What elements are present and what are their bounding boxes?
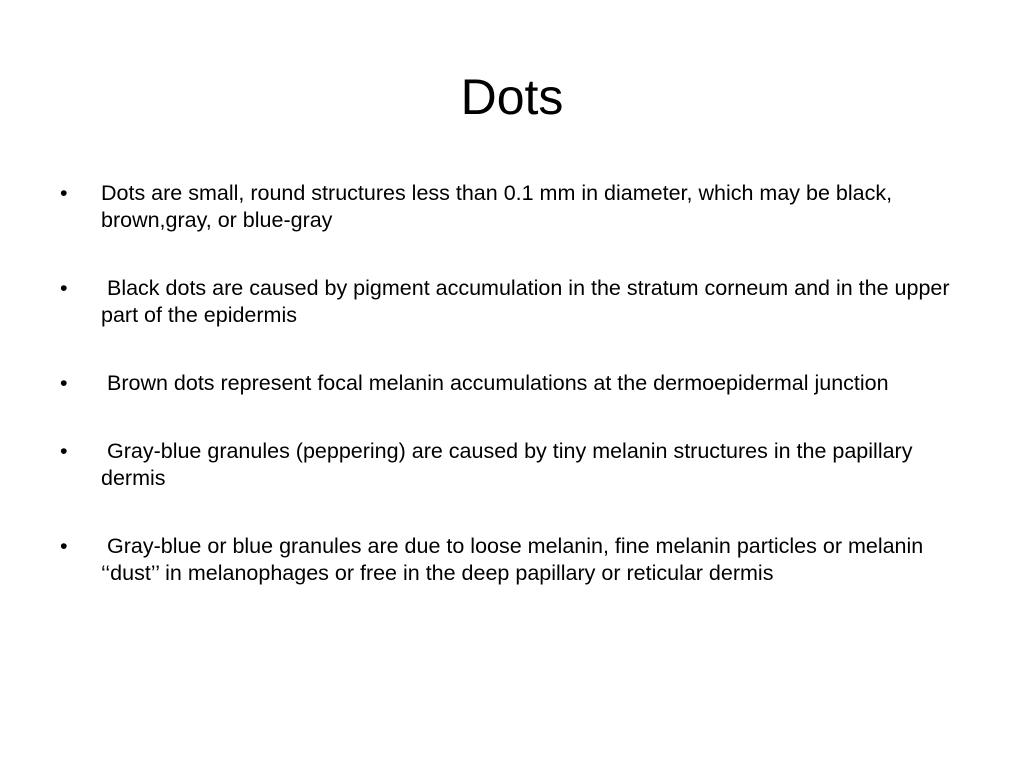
slide-title: Dots bbox=[460, 69, 564, 125]
bullet-list bbox=[60, 180, 960, 628]
bullet-point-icon: • bbox=[60, 534, 68, 558]
bullet-item bbox=[60, 275, 960, 329]
bullet-item bbox=[60, 370, 960, 397]
bullet-item bbox=[60, 533, 960, 587]
bullet-text: Dots are small, round structures less than 0.1 mm in diameter, which may be black, brown,gray, or blue-gray bbox=[101, 181, 899, 232]
bullet-point-icon: • bbox=[60, 371, 68, 395]
bullet-point-icon: • bbox=[60, 276, 68, 300]
bullet-item bbox=[60, 438, 960, 492]
bullet-point-icon: • bbox=[60, 439, 68, 463]
bullet-item bbox=[60, 180, 960, 234]
bullet-text: Brown dots represent focal melanin accumulations at the dermoepidermal junction bbox=[101, 371, 889, 395]
bullet-text: Black dots are caused by pigment accumulation in the stratum corneum and in the upper part of the epidermis bbox=[101, 276, 956, 327]
bullet-text: Gray-blue granules (peppering) are caused by tiny melanin structures in the papillary dermis bbox=[101, 439, 919, 490]
bullet-text: Gray-blue or blue granules are due to loose melanin, fine melanin particles or melanin ‘‘dust’’ in melanophages or free in the deep papillary or reticular dermis bbox=[101, 534, 930, 585]
bullet-point-icon: • bbox=[60, 181, 68, 205]
